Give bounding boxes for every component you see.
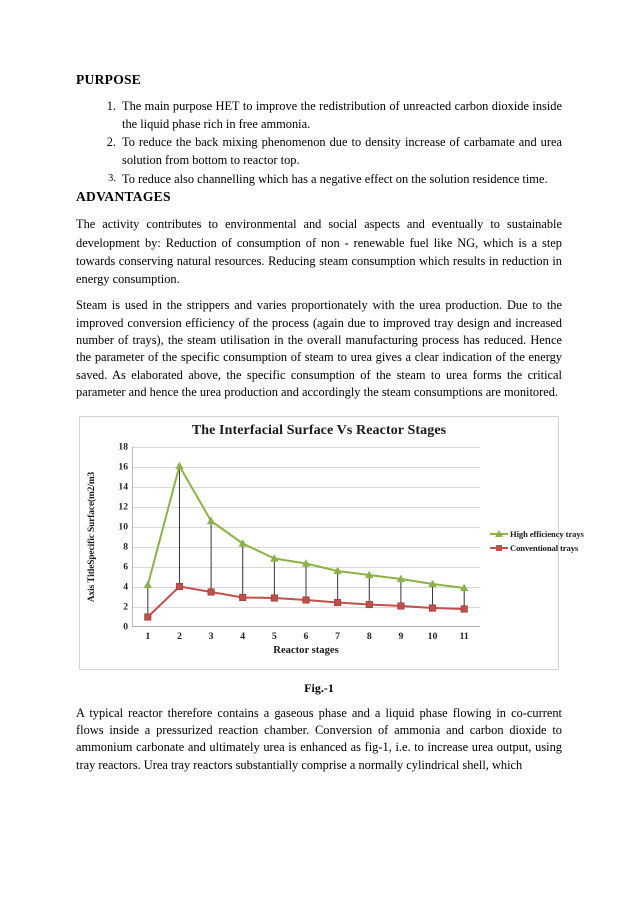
chart-y-tick-label: 6 [123, 561, 128, 573]
advantages-paragraph-2: Steam is used in the strippers and varies proportionately with the urea production. Due to the improved conversion efficiency of the process (again due to improved tray design and increased number of trays), the steam utilisation in the overall manufacturing process has reduced. Hence the parameter of the specific consumption of steam to urea gives a clear indication of the energy saved. As elaborated above, the specific consumption of the steam to urea forms the critical parameter and hence the urea production and accordingly the steam consumptions are monitored. [76, 298, 562, 400]
chart-y-tick-label: 4 [123, 581, 128, 593]
chart-x-axis-ticks [132, 629, 480, 645]
purpose-list-item: To reduce also channelling which has a negative effect on the solution residence time. [122, 171, 548, 186]
chart-x-tick-label: 10 [427, 630, 438, 642]
chart-data-point [176, 462, 183, 468]
chart-y-tick-label: 2 [123, 601, 128, 613]
advantages-heading: ADVANTAGES [76, 189, 171, 205]
chart-y-tick-label: 10 [118, 521, 128, 533]
chart-y-tick-label: 12 [118, 501, 128, 513]
chart-y-tick-label: 14 [118, 481, 128, 493]
chart-x-axis-title: Reactor stages [273, 644, 339, 656]
chart-data-point [461, 605, 467, 611]
chart-y-axis-title [84, 445, 100, 629]
chart-data-point [366, 601, 372, 607]
chart-data-point [176, 583, 182, 589]
figure-block [76, 416, 584, 696]
chart-title: The Interfacial Surface Vs Reactor Stages [191, 422, 447, 438]
chart-data-point [303, 596, 309, 602]
chart-y-axis-ticks [104, 441, 128, 633]
chart-x-tick-label: 6 [303, 630, 309, 642]
chart-y-tick-label: 8 [123, 541, 128, 553]
legend-label: Conventional trays [510, 542, 579, 553]
legend-triangle-marker-icon [490, 529, 508, 538]
chart-data-point [240, 594, 246, 600]
purpose-heading: PURPOSE [76, 72, 142, 87]
chart-x-tick-label: 8 [366, 630, 372, 642]
chart-x-tick-label: 4 [240, 630, 246, 642]
chart-y-tick-label: 16 [118, 461, 128, 473]
chart-data-point [398, 602, 404, 608]
chart-x-tick-label: 9 [398, 630, 404, 642]
purpose-list-item: The main purpose HET to improve the redistribution of unreacted carbon dioxide inside the liquid phase rich in free ammonia. [122, 99, 562, 131]
legend-square-marker-icon [490, 543, 508, 552]
chart-x-tick-label: 7 [335, 630, 341, 642]
chart-data-point [429, 604, 435, 610]
chart-data-point [208, 588, 214, 594]
chart-data-point [144, 581, 151, 587]
chart-data-point [334, 599, 340, 605]
chart-container [79, 416, 584, 670]
closing-paragraph: A typical reactor therefore contains a gaseous phase and a liquid phase flowing in co-current flows inside a pressurized reaction chamber. Conversion of ammonia and carbon dioxide to ammonium carbonate and ultimately urea is enhanced as fig-1, i.e. to increase urea output, using tray reactors. Urea tray reactors substantially comprise a normally cylindrical shell, which [76, 705, 562, 772]
legend-label: High efficiency trays [510, 528, 584, 539]
advantages-paragraph-1: The activity contributes to environmental and social aspects and eventually to sustainable development by: Reduction of consumption of non - renewable fuel like NG, which is a step towards conserving natural resources. Reducing steam consumption which results in reduction in energy consumption. [76, 217, 562, 287]
chart-x-tick-label: 1 [145, 630, 151, 642]
chart-data-point [271, 594, 277, 600]
legend-item-high-efficiency-trays [490, 528, 584, 539]
chart-y-tick-label: 18 [118, 441, 128, 453]
chart-series-plot [132, 447, 480, 627]
chart-legend [490, 528, 584, 557]
chart-plot-area [132, 447, 480, 627]
chart-x-tick-label: 3 [208, 630, 214, 642]
chart-x-tick-label: 11 [459, 630, 469, 642]
purpose-list [76, 98, 562, 188]
chart-y-axis-title-text: Axis TitleSpecific Surface(m2/m3 [87, 471, 98, 602]
chart-data-point [145, 613, 151, 619]
chart-x-tick-label: 5 [271, 630, 277, 642]
chart-y-tick-label: 0 [123, 621, 128, 633]
chart-x-tick-label: 2 [177, 630, 182, 642]
legend-item-conventional-trays [490, 542, 579, 553]
figure-caption: Fig.-1 [304, 680, 334, 695]
purpose-list-item: To reduce the back mixing phenomenon due to density increase of carbamate and urea solution from bottom to reactor top. [122, 135, 562, 168]
